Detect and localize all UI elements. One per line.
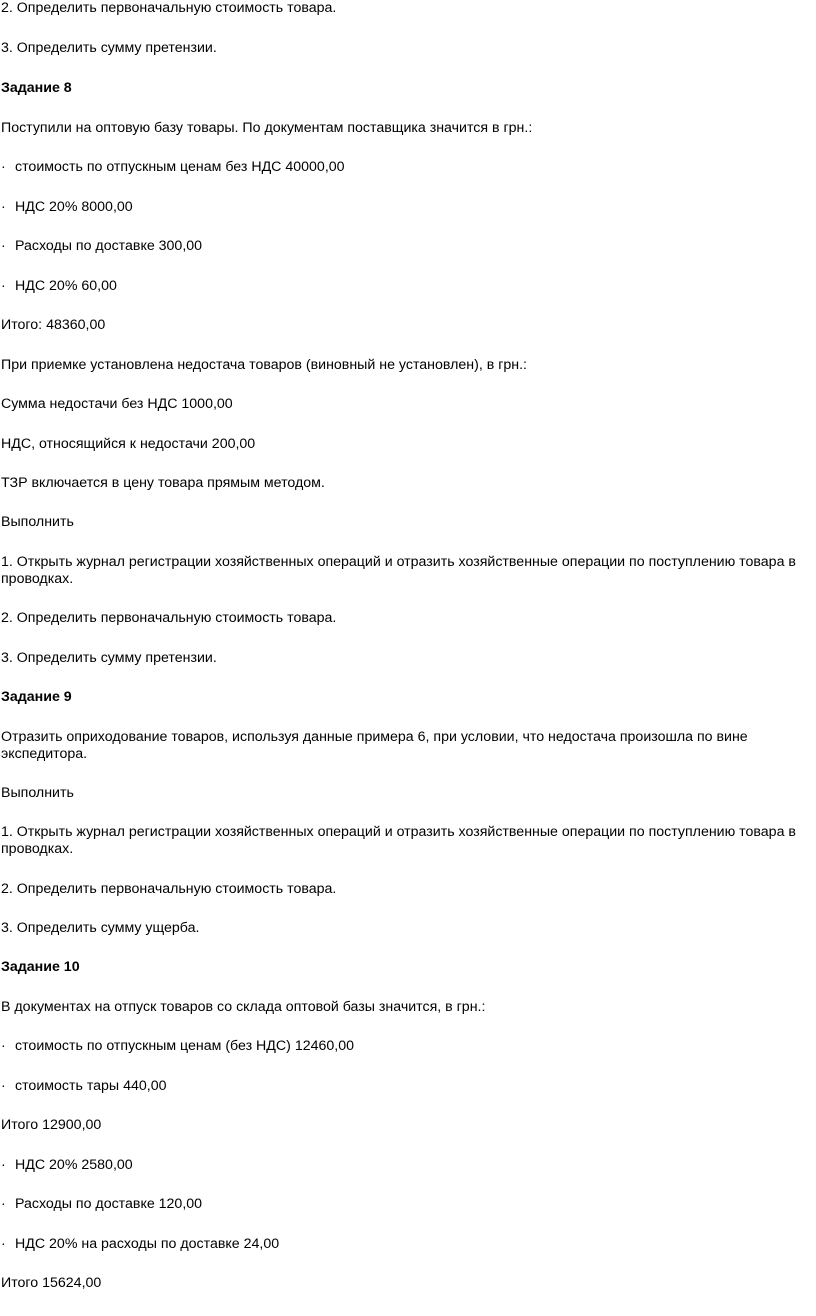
bullet-text: Расходы по доставке 300,00: [15, 238, 203, 254]
task8-item2: 2. Определить первоначальную стоимость товара.: [1, 610, 337, 626]
task9-item2: 2. Определить первоначальную стоимость товара.: [1, 881, 337, 897]
task9-execute: Выполнить: [1, 785, 74, 801]
task10-bullet: [1, 1038, 811, 1055]
task8-execute: Выполнить: [1, 514, 74, 530]
task9-item1: 1. Открыть журнал регистрации хозяйственных операций и отразить хозяйственные операции по поступлению товара в проводках.: [1, 824, 800, 857]
bullet-text: стоимость тары 440,00: [15, 1078, 167, 1094]
task7-item2: 2. Определить первоначальную стоимость товара.: [1, 0, 337, 16]
task8-bullet: [1, 159, 811, 176]
task10-subtotal: Итого 12900,00: [1, 1117, 102, 1133]
task8-shortage-vat: НДС, относящийся к недостачи 200,00: [1, 436, 256, 452]
task8-tzr-note: ТЗР включается в цену товара прямым методом.: [1, 475, 325, 491]
task10-bullet: [1, 1196, 811, 1213]
bullet-dot: ·: [1, 1078, 6, 1094]
task10-intro: В документах на отпуск товаров со склада оптовой базы значится, в грн.:: [1, 999, 486, 1015]
task10-bullet: [1, 1078, 811, 1095]
task8-bullet: [1, 199, 811, 216]
bullet-text: стоимость по отпускным ценам без НДС 40000,00: [15, 159, 345, 175]
task9-heading: Задание 9: [1, 689, 72, 705]
task8-item1: 1. Открыть журнал регистрации хозяйственных операций и отразить хозяйственные операции по поступлению товара в проводках.: [1, 554, 800, 587]
bullet-dot: ·: [1, 1196, 6, 1212]
task8-item3: 3. Определить сумму претензии.: [1, 650, 217, 666]
task10-bullet: [1, 1236, 811, 1253]
bullet-dot: ·: [1, 278, 6, 294]
task8-heading: Задание 8: [1, 80, 72, 96]
task8-bullet: [1, 238, 811, 255]
bullet-dot: ·: [1, 199, 6, 215]
task10-total: Итого 15624,00: [1, 1275, 102, 1291]
bullet-text: НДС 20% 2580,00: [15, 1157, 133, 1173]
task8-shortage-sum: Сумма недостачи без НДС 1000,00: [1, 396, 233, 412]
task10-bullet: [1, 1157, 811, 1174]
bullet-text: стоимость по отпускным ценам (без НДС) 12460,00: [15, 1038, 354, 1054]
task9-intro: Отразить оприходование товаров, используя данные примера 6, при условии, что недостача произошла по вине экспедитора.: [1, 729, 752, 762]
bullet-text: НДС 20% 60,00: [15, 278, 117, 294]
bullet-dot: ·: [1, 238, 6, 254]
bullet-dot: ·: [1, 159, 6, 175]
task8-bullet: [1, 278, 811, 295]
task8-total: Итого: 48360,00: [1, 317, 106, 333]
bullet-dot: ·: [1, 1038, 6, 1054]
bullet-text: НДС 20% 8000,00: [15, 199, 133, 215]
bullet-dot: ·: [1, 1157, 6, 1173]
bullet-text: НДС 20% на расходы по доставке 24,00: [15, 1236, 280, 1252]
task7-item3: 3. Определить сумму претензии.: [1, 40, 217, 56]
bullet-dot: ·: [1, 1236, 6, 1252]
task9-item3: 3. Определить сумму ущерба.: [1, 920, 200, 936]
task10-heading: Задание 10: [1, 959, 80, 975]
bullet-text: Расходы по доставке 120,00: [15, 1196, 203, 1212]
task8-intro: Поступили на оптовую базу товары. По документам поставщика значится в грн.:: [1, 120, 533, 136]
task8-shortage-intro: При приемке установлена недостача товаров (виновный не установлен), в грн.:: [1, 357, 527, 373]
